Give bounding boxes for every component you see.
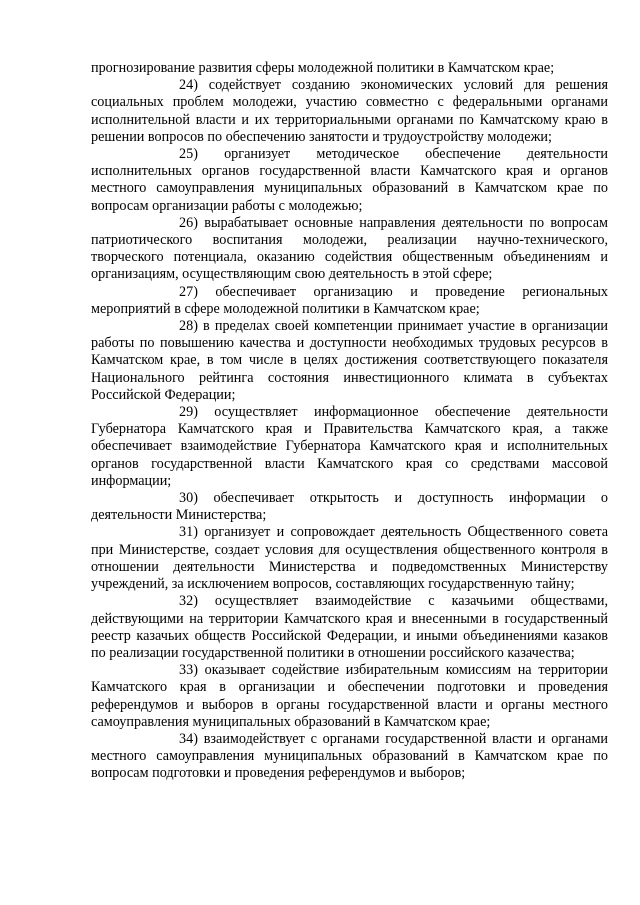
item-number: 28) [179,318,198,335]
paragraph-text: вырабатывает основные направления деятельности по вопросам патриотического воспитания молодежи, реализации научно-технического, творческого потенциала, оказанию содействия общественным объединениям и организациям, осуществляющим свою деятельность в этой сфере; [91,214,609,283]
list-item-29 [91,404,608,490]
list-item-30 [91,490,608,524]
paragraph-text: оказывает содействие избирательным комиссиям на территории Камчатского края в организации и обеспечении подготовки и проведения референдумов и выборов в органы государственной власти и органы местного самоуправления муниципальных образований в Камчатском крае; [91,662,608,730]
list-item-24 [91,77,608,146]
list-item-25 [91,146,608,215]
paragraph-continuation [91,60,608,77]
item-number: 27) [179,283,198,300]
item-number: 33) [179,662,198,679]
paragraph-text: взаимодействует с органами государственной власти и органами местного самоуправления муниципальных образований в Камчатском крае по вопросам подготовки и проведения референдумов и выборов; [91,730,609,782]
list-item-26 [91,215,608,284]
item-number: 25) [179,146,198,163]
list-item-28 [91,318,608,404]
list-item-27 [91,284,608,318]
item-number: 29) [179,404,198,421]
paragraph-text: осуществляет информационное обеспечение деятельности Губернатора Камчатского края и Правительства Камчатского края, а также обеспечивает взаимодействие Губернатора Камчатского края и исполнительных органов государственной власти Камчатского края со средствами массовой информации; [91,404,608,489]
list-item-31 [91,524,608,593]
item-number: 26) [179,214,198,231]
paragraph-text: прогнозирование развития сферы молодежной политики в Камчатском крае; [91,60,555,76]
item-number: 30) [179,490,198,507]
paragraph-text: обеспечивает организацию и проведение региональных мероприятий в сфере молодежной политики в Камчатском крае; [91,283,609,317]
list-item-34 [91,731,608,783]
paragraph-text: осуществляет взаимодействие с казачьими обществами, действующими на территории Камчатского края и внесенными в государственный реестр казачьих обществ Российской Федерации, и иными объединениями казаков по реализации государственной политики в отношении российского казачества; [91,593,608,661]
paragraph-text: в пределах своей компетенции принимает участие в организации работы по повышению качества и доступности необходимых трудовых ресурсов в Камчатском крае, в том числе в целях достижения соответствующего показателя Национального рейтинга состояния инвестиционного климата в субъектах Российской Федерации; [91,318,609,403]
item-number: 34) [179,730,198,747]
item-number: 24) [179,77,198,94]
paragraph-text: организует и сопровождает деятельность Общественного совета при Министерстве, создает условия для осуществления общественного контроля в отношении деятельности Министерства и подведомственных Министерству учреждений, за исключением вопросов, составляющих государственную тайну; [91,524,608,593]
paragraph-text: организует методическое обеспечение деятельности исполнительных органов государственной власти Камчатского края и органов местного самоуправления муниципальных образований в Камчатском крае по вопросам организации работы с молодежью; [91,146,609,214]
item-number: 32) [179,593,198,610]
list-item-32 [91,593,608,662]
paragraph-text: содействует созданию экономических условий для решения социальных проблем молодежи, участию совместно с федеральными органами исполнительной власти и их территориальными органами по Камчатскому краю в решении вопросов по обеспечению занятости и трудоустройству молодежи; [91,77,609,145]
paragraph-text: обеспечивает открытость и доступность информации о деятельности Министерства; [91,490,609,524]
list-item-33 [91,662,608,731]
item-number: 31) [179,524,198,541]
